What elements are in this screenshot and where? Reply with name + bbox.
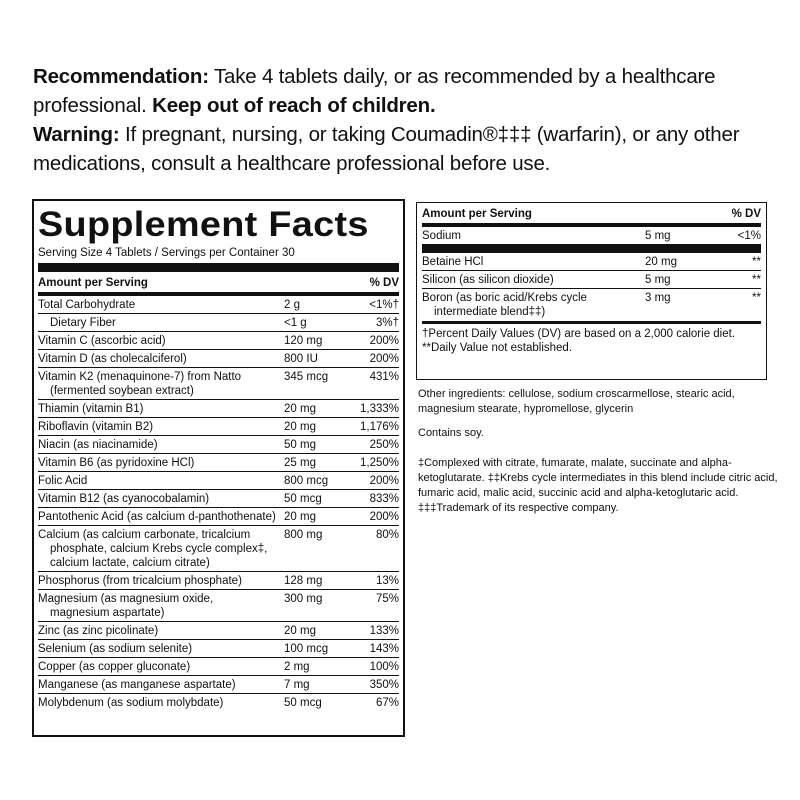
- nutrient-name-continuation: magnesium aspartate): [50, 607, 165, 619]
- nutrient-name: [38, 298, 284, 312]
- facts-row: [38, 314, 399, 332]
- facts-row: [38, 526, 399, 572]
- nutrient-name: [38, 678, 284, 692]
- nutrient-name-line: Vitamin C (ascorbic acid): [38, 335, 166, 347]
- nutrient-name-line: Vitamin K2 (menaquinone-7) from Natto: [38, 371, 242, 383]
- dv-footnote: †Percent Daily Values (DV) are based on a 2,000 calorie diet.: [422, 328, 736, 340]
- nutrient-amount: 800 mcg: [284, 475, 329, 487]
- nutrient-name: [422, 229, 645, 243]
- nutrient-name-continuation: intermediate blend‡‡): [434, 306, 546, 318]
- nutrient-amount: 50 mcg: [284, 493, 322, 505]
- nutrient-amount: 120 mg: [284, 335, 323, 347]
- nutrient-name: [38, 660, 284, 674]
- facts-row: [38, 454, 399, 472]
- facts-row: [38, 694, 399, 711]
- supplement-facts-continued: [416, 202, 767, 380]
- facts-row: [422, 271, 761, 289]
- nutrient-name-line: Dietary Fiber: [50, 317, 116, 329]
- facts-row: [38, 472, 399, 490]
- dv-not-established-note: **Daily Value not established.: [422, 342, 573, 354]
- recommendation-text: Take 4 tablets daily, or as recommended by a healthcare professional.: [33, 65, 716, 117]
- facts-row: [38, 490, 399, 508]
- warning-text: If pregnant, nursing, or taking Coumadin®‡‡‡ (warfarin), or any other medications, consult a healthcare professional before use.: [33, 123, 740, 175]
- nutrient-dv: 80%: [375, 529, 399, 541]
- nutrient-dv: 67%: [375, 697, 399, 709]
- nutrient-dv: 833%: [369, 493, 399, 505]
- nutrient-amount: 25 mg: [284, 457, 316, 469]
- nutrient-dv: <1%: [737, 230, 761, 242]
- nutrient-dv: **: [752, 274, 761, 286]
- other-ingredients: Other ingredients: cellulose, sodium croscarmellose, stearic acid, magnesium stearate, hypromellose, glycerin: [418, 388, 735, 415]
- nutrient-amount: 800 mg: [284, 529, 323, 541]
- keep-out-warning: Keep out of reach of children.: [152, 94, 436, 117]
- nutrient-name-line: Betaine HCl: [422, 256, 484, 268]
- nutrient-name: [422, 291, 645, 319]
- allergen-note: Contains soy.: [418, 427, 484, 439]
- warning: [33, 120, 773, 178]
- nutrient-name-line: Vitamin D (as cholecalciferol): [38, 353, 187, 365]
- nutrient-dv: 1,250%: [359, 457, 399, 469]
- nutrient-name-line: Sodium: [422, 230, 461, 242]
- nutrient-dv: 200%: [369, 511, 399, 523]
- nutrient-dv: 13%: [375, 575, 399, 587]
- nutrient-dv: **: [752, 292, 761, 304]
- nutrient-name: [38, 474, 284, 488]
- facts-cont-rows: [422, 227, 761, 320]
- nutrient-dv: 1,176%: [359, 421, 399, 433]
- nutrient-dv: 133%: [369, 625, 399, 637]
- facts-row: [38, 622, 399, 640]
- nutrient-name-line: Selenium (as sodium selenite): [38, 643, 193, 655]
- nutrient-amount: 50 mg: [284, 439, 316, 451]
- facts-header: [38, 272, 399, 296]
- nutrient-name: [38, 528, 284, 570]
- nutrient-name: [422, 273, 645, 287]
- recommendation: [33, 62, 773, 120]
- facts-rows: [38, 296, 399, 711]
- nutrient-dv: 250%: [369, 439, 399, 451]
- nutrient-dv: **: [752, 256, 761, 268]
- facts-row: [38, 368, 399, 400]
- nutrient-amount: 20 mg: [284, 421, 316, 433]
- nutrient-amount: 3 mg: [645, 292, 671, 304]
- facts-row: [38, 640, 399, 658]
- nutrient-name-continuation: (fermented soybean extract): [50, 385, 194, 397]
- nutrient-name-line: Niacin (as niacinamide): [38, 439, 158, 451]
- nutrient-amount: 7 mg: [284, 679, 310, 691]
- recommendation-label: Recommendation:: [33, 65, 209, 88]
- nutrient-name-line: Total Carbohydrate: [38, 299, 136, 311]
- nutrient-amount: 345 mcg: [284, 371, 329, 383]
- nutrient-dv: 200%: [369, 475, 399, 487]
- nutrient-amount: 2 g: [284, 299, 300, 311]
- nutrient-amount: 50 mcg: [284, 697, 322, 709]
- nutrient-name: [38, 370, 284, 398]
- facts-cont-header: [422, 203, 761, 227]
- nutrient-amount: 800 IU: [284, 353, 318, 365]
- facts-row: [38, 436, 399, 454]
- nutrient-name-line: Magnesium (as magnesium oxide,: [38, 593, 214, 605]
- nutrient-dv: 200%: [369, 335, 399, 347]
- facts-row: [422, 289, 761, 320]
- facts-row: [38, 332, 399, 350]
- nutrient-name-line: Thiamin (vitamin B1): [38, 403, 144, 415]
- amount-per-serving-label: Amount per Serving: [38, 277, 148, 289]
- serving-info: Serving Size 4 Tablets / Servings per Container 30: [38, 246, 399, 272]
- nutrient-dv: 350%: [369, 679, 399, 691]
- nutrient-name: [422, 255, 645, 269]
- nutrient-name-line: Vitamin B12 (as cyanocobalamin): [38, 493, 210, 505]
- nutrient-dv: 431%: [369, 371, 399, 383]
- nutrient-name: [38, 592, 284, 620]
- nutrient-name: [38, 438, 284, 452]
- dv-footnotes: [422, 321, 761, 355]
- nutrient-amount: 128 mg: [284, 575, 323, 587]
- nutrient-name: [38, 402, 284, 416]
- facts-row: [38, 508, 399, 526]
- nutrient-amount: 5 mg: [645, 230, 671, 242]
- nutrient-name: [38, 334, 284, 348]
- nutrient-name: [38, 696, 284, 710]
- supplement-facts-panel: [32, 199, 405, 737]
- facts-row: [422, 253, 761, 271]
- nutrient-name: [38, 624, 284, 638]
- nutrient-name-line: Silicon (as silicon dioxide): [422, 274, 554, 286]
- nutrient-name-line: Manganese (as manganese aspartate): [38, 679, 236, 691]
- nutrient-name-line: Vitamin B6 (as pyridoxine HCl): [38, 457, 195, 469]
- nutrient-name: [38, 352, 284, 366]
- other-info: [418, 387, 778, 516]
- nutrient-name-line: Zinc (as zinc picolinate): [38, 625, 159, 637]
- nutrient-amount: <1 g: [284, 317, 307, 329]
- facts-row: [38, 590, 399, 622]
- nutrient-name: [38, 510, 284, 524]
- facts-row: [38, 658, 399, 676]
- nutrient-amount: 20 mg: [645, 256, 677, 268]
- facts-row: [38, 572, 399, 590]
- nutrient-name-line: Calcium (as calcium carbonate, tricalcium: [38, 529, 251, 541]
- nutrient-amount: 20 mg: [284, 511, 316, 523]
- complex-footnote: ‡Complexed with citrate, fumarate, malate, succinate and alpha-ketoglutarate. ‡‡Krebs cycle intermediates in this blend include citric acid, fumaric acid, malic acid, succinic acid and alpha-ketoglutaric acid.: [418, 457, 778, 499]
- nutrient-name: [38, 420, 284, 434]
- nutrient-name-line: Boron (as boric acid/Krebs cycle: [422, 292, 587, 304]
- nutrient-name: [38, 492, 284, 506]
- trademark-footnote: ‡‡‡Trademark of its respective company.: [418, 502, 619, 514]
- nutrient-amount: 20 mg: [284, 403, 316, 415]
- nutrient-dv: 3%†: [375, 317, 399, 329]
- warning-label: Warning:: [33, 123, 120, 146]
- dv-header: % DV: [369, 277, 399, 289]
- nutrient-amount: 5 mg: [645, 274, 671, 286]
- nutrient-name-line: Copper (as copper gluconate): [38, 661, 191, 673]
- facts-row: [38, 350, 399, 368]
- nutrient-name-line: Pantothenic Acid (as calcium d-panthothenate): [38, 511, 276, 523]
- supplement-facts-title: Supplement Facts: [38, 205, 369, 244]
- nutrient-name: [38, 642, 284, 656]
- nutrient-amount: 300 mg: [284, 593, 323, 605]
- facts-row: [38, 400, 399, 418]
- facts-row: [38, 676, 399, 694]
- nutrient-name-line: Molybdenum (as sodium molybdate): [38, 697, 224, 709]
- directions-text: [33, 62, 773, 178]
- facts-row: [38, 418, 399, 436]
- nutrient-dv: <1%†: [369, 299, 399, 311]
- nutrient-amount: 20 mg: [284, 625, 316, 637]
- nutrient-amount: 100 mcg: [284, 643, 329, 655]
- facts-row: [422, 227, 761, 253]
- nutrient-amount: 2 mg: [284, 661, 310, 673]
- nutrient-dv: 1,333%: [359, 403, 399, 415]
- facts-row: [38, 296, 399, 314]
- nutrient-name: [38, 316, 284, 330]
- amount-per-serving-label: Amount per Serving: [422, 208, 532, 220]
- dv-header: % DV: [731, 208, 761, 220]
- nutrient-dv: 100%: [369, 661, 399, 673]
- nutrient-dv: 200%: [369, 353, 399, 365]
- nutrient-name: [38, 574, 284, 588]
- nutrient-name-line: Riboflavin (vitamin B2): [38, 421, 154, 433]
- nutrient-dv: 75%: [375, 593, 399, 605]
- nutrient-name-line: Folic Acid: [38, 475, 88, 487]
- nutrient-name-continuation: phosphate, calcium Krebs cycle complex‡, calcium lactate, calcium citrate): [50, 543, 268, 569]
- nutrient-name-line: Phosphorus (from tricalcium phosphate): [38, 575, 242, 587]
- nutrient-dv: 143%: [369, 643, 399, 655]
- nutrient-name: [38, 456, 284, 470]
